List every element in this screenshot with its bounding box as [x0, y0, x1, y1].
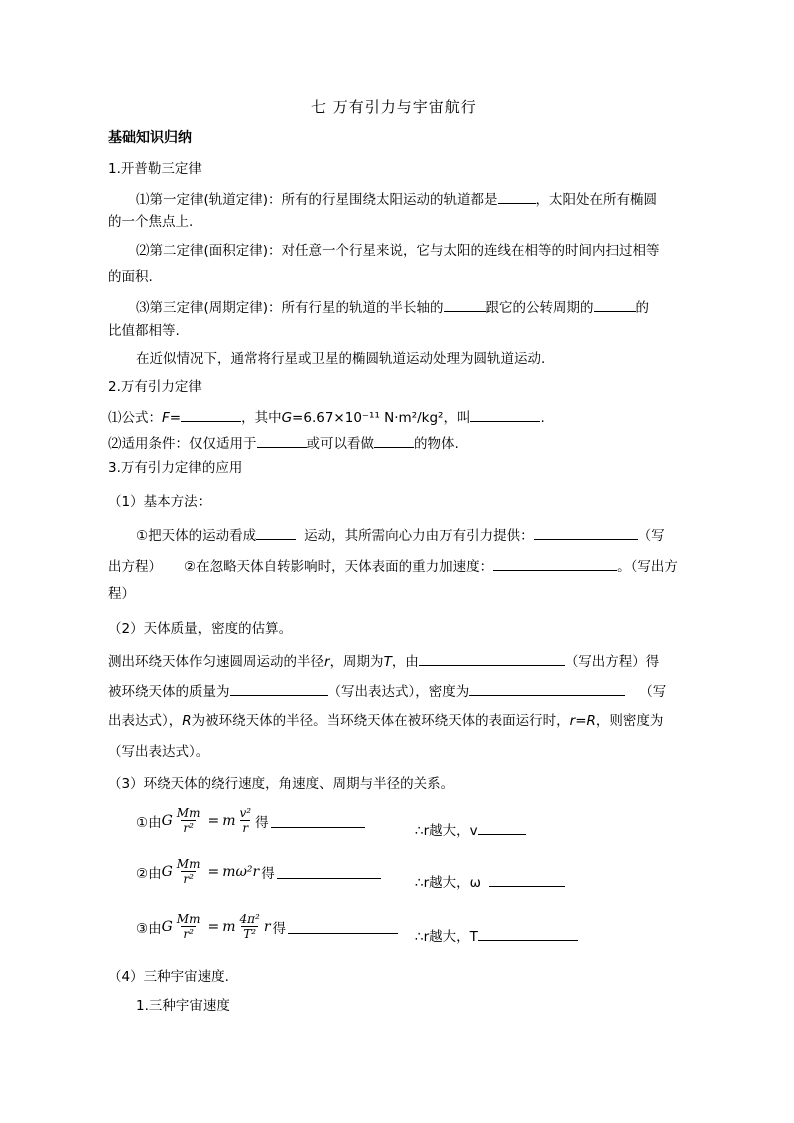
s1-heading: 1.开普勒三定律: [108, 161, 202, 177]
p2-text-b: ，周期为: [329, 654, 384, 670]
formula-text-a: ⑴公式：: [108, 410, 162, 426]
law1-text-b: ，太阳处在所有椭圆: [535, 192, 658, 208]
p1-line-1: [136, 525, 665, 545]
eq3-conclusion-line: [415, 926, 578, 946]
p4-heading: （4）三种宇宙速度.: [108, 969, 229, 985]
law1-line-2: 的一个焦点上.: [108, 214, 194, 230]
formula-G: G: [281, 410, 293, 426]
formula-text-d: =6.67×10⁻¹¹ N·m²/kg²，叫: [292, 410, 471, 426]
law3-blank-1[interactable]: [444, 297, 486, 312]
eq3-G: G: [161, 918, 173, 935]
eq2-conclusion-blank[interactable]: [489, 872, 565, 887]
eq2-equals: =: [207, 863, 220, 880]
equation-2: [136, 857, 381, 886]
p2-heading: （2）天体质量，密度的估算。: [108, 621, 293, 637]
eq3-rhs-numerator: 4π²: [239, 912, 260, 926]
eq3-rhs-denominator: T²: [243, 927, 257, 941]
law3-text-a: ⑶第三定律(周期定律)：所有行星的轨道的半长轴的: [136, 300, 444, 316]
p1-heading: （1）基本方法：: [108, 494, 212, 510]
p2-line-2: [108, 681, 666, 701]
eq1-lhs-denominator: r²: [183, 821, 194, 835]
eq1-G: G: [161, 812, 173, 829]
p1-blank-2[interactable]: [534, 525, 638, 540]
eq1-rhs-fraction: [237, 806, 253, 835]
p2-line-1: [108, 651, 659, 671]
p1-text-b: 运动，其所需向心力由万有引力提供：: [304, 528, 534, 544]
p2-line-3: [108, 712, 663, 730]
page-title: 七 万有引力与宇宙航行: [311, 98, 477, 116]
s2-heading: 2.万有引力定律: [108, 379, 202, 395]
formula-equals: =: [169, 410, 182, 426]
p1-text-a: ①把天体的运动看成: [136, 528, 257, 544]
conditions-text-b: 或可以看做: [306, 436, 374, 452]
p2-T: T: [383, 654, 392, 670]
equation-3: [136, 912, 398, 941]
section-heading: 基础知识归纳: [108, 130, 192, 146]
eq2-rhs: mω²r: [222, 863, 260, 880]
conditions-text-a: ⑵适用条件：仅仅适用于: [108, 436, 257, 452]
eq1-post: 得: [255, 814, 269, 831]
eq3-lhs-denominator: r²: [183, 927, 194, 941]
p1-text-f: 。（写出方: [617, 559, 678, 575]
p1-text-c: （写: [637, 528, 665, 544]
p2-r-equals-R: r=R: [569, 713, 596, 729]
p1-text-e: ②在忽略天体自转影响时，天体表面的重力加速度：: [184, 559, 494, 575]
law1-blank[interactable]: [498, 189, 536, 204]
p4-subheading: 1.三种宇宙速度: [136, 998, 230, 1014]
eq2-prefix: ②由: [136, 865, 162, 882]
p3-heading: （3）环绕天体的绕行速度，角速度、周期与半径的关系。: [108, 776, 455, 792]
p1-text-d: 出方程）: [108, 559, 162, 575]
eq3-lhs-fraction: [175, 912, 203, 941]
eq2-G: G: [161, 863, 173, 880]
eq3-prefix: ③由: [136, 920, 162, 937]
eq3-conclusion-blank[interactable]: [478, 926, 578, 941]
law2-line-2: 的面积.: [108, 269, 153, 285]
law1-line: [136, 189, 657, 209]
eq1-prefix: ①由: [136, 814, 162, 831]
p2-blank-3[interactable]: [469, 681, 625, 696]
p2-text-g: （写: [639, 684, 667, 700]
law2-line: ⑵第二定律(面积定律)：对任意一个行星来说，它与太阳的连线在相等的时间内扫过相等: [136, 243, 660, 259]
eq2-blank[interactable]: [277, 864, 381, 879]
formula-text-c: ，其中: [241, 410, 282, 426]
law3-text-c: 的: [635, 300, 650, 316]
law3-line-2: 比值都相等.: [108, 323, 180, 339]
eq1-lhs-numerator: Mm: [176, 806, 201, 820]
eq3-post: 得: [272, 920, 287, 937]
eq1-blank[interactable]: [271, 813, 365, 828]
eq3-rhs-fraction: [237, 912, 261, 941]
formula-text-e: .: [540, 410, 545, 426]
conditions-line: [108, 433, 459, 453]
p1-line-3: 程）: [108, 586, 135, 602]
p2-text-j: ，则密度为: [595, 713, 664, 729]
eq1-m: m: [222, 812, 236, 829]
p2-text-h: 出表达式），: [108, 713, 183, 729]
law1-text-a: ⑴第一定律(轨道定律)：所有的行星围绕太阳运动的轨道都是: [136, 192, 498, 208]
p1-blank-1[interactable]: [256, 525, 296, 540]
eq3-tail: r: [263, 918, 271, 935]
eq2-post: 得: [261, 865, 275, 882]
conditions-blank-2[interactable]: [374, 433, 414, 448]
conditions-text-c: 的物体.: [414, 436, 459, 452]
p2-text-a: 测出环绕天体作匀速圆周运动的半径: [108, 654, 324, 670]
eq1-conclusion: ∴r越大，v: [415, 823, 478, 839]
law3-line: [136, 297, 649, 317]
conditions-blank-1[interactable]: [257, 433, 307, 448]
equation-1: [136, 806, 365, 835]
law3-text-b: 跟它的公转周期的: [485, 300, 594, 316]
eq3-m: m: [222, 918, 236, 935]
eq1-equals: =: [207, 812, 220, 829]
eq3-conclusion: ∴r越大，T: [415, 929, 478, 945]
eq1-rhs-numerator: v²: [239, 806, 252, 820]
formula-blank[interactable]: [181, 407, 241, 422]
eq3-equals: =: [207, 918, 220, 935]
p2-text-f: （写出表达式），密度为: [327, 684, 470, 700]
p2-text-i: 为被环绕天体的半径。当环绕天体在被环绕天体的表面运行时，: [191, 713, 570, 729]
eq3-blank[interactable]: [288, 919, 398, 934]
p2-text-d: （写出方程）得: [564, 654, 660, 670]
eq2-conclusion-line: [415, 872, 565, 892]
eq1-rhs-denominator: r: [242, 821, 249, 835]
s3-heading: 3.万有引力定律的应用: [108, 460, 243, 476]
p1-blank-3[interactable]: [493, 556, 617, 571]
p2-R: R: [182, 713, 192, 729]
eq1-conclusion-blank[interactable]: [478, 820, 526, 835]
eq1-lhs-fraction: [175, 806, 203, 835]
p2-blank-1[interactable]: [419, 651, 565, 666]
formula-line: [108, 407, 545, 427]
eq2-conclusion: ∴r越大，ω: [415, 875, 481, 891]
eq2-lhs-fraction: [175, 857, 203, 886]
formula-F: F: [162, 410, 170, 426]
law3-blank-2[interactable]: [594, 297, 636, 312]
p2-blank-2[interactable]: [230, 681, 328, 696]
p1-line-2: [108, 556, 678, 576]
p2-line-4: （写出表达式）。: [108, 744, 210, 760]
p2-text-c: ，由: [391, 654, 419, 670]
s1-note: 在近似情况下，通常将行星或卫星的椭圆轨道运动处理为圆轨道运动.: [136, 351, 546, 367]
eq1-conclusion-line: [415, 820, 526, 840]
gravitational-constant-blank[interactable]: [470, 407, 540, 422]
eq3-lhs-numerator: Mm: [176, 912, 201, 926]
p2-r: r: [324, 654, 330, 670]
eq2-lhs-denominator: r²: [183, 872, 194, 886]
p2-text-e: 被环绕天体的质量为: [108, 684, 230, 700]
eq2-lhs-numerator: Mm: [176, 857, 201, 871]
